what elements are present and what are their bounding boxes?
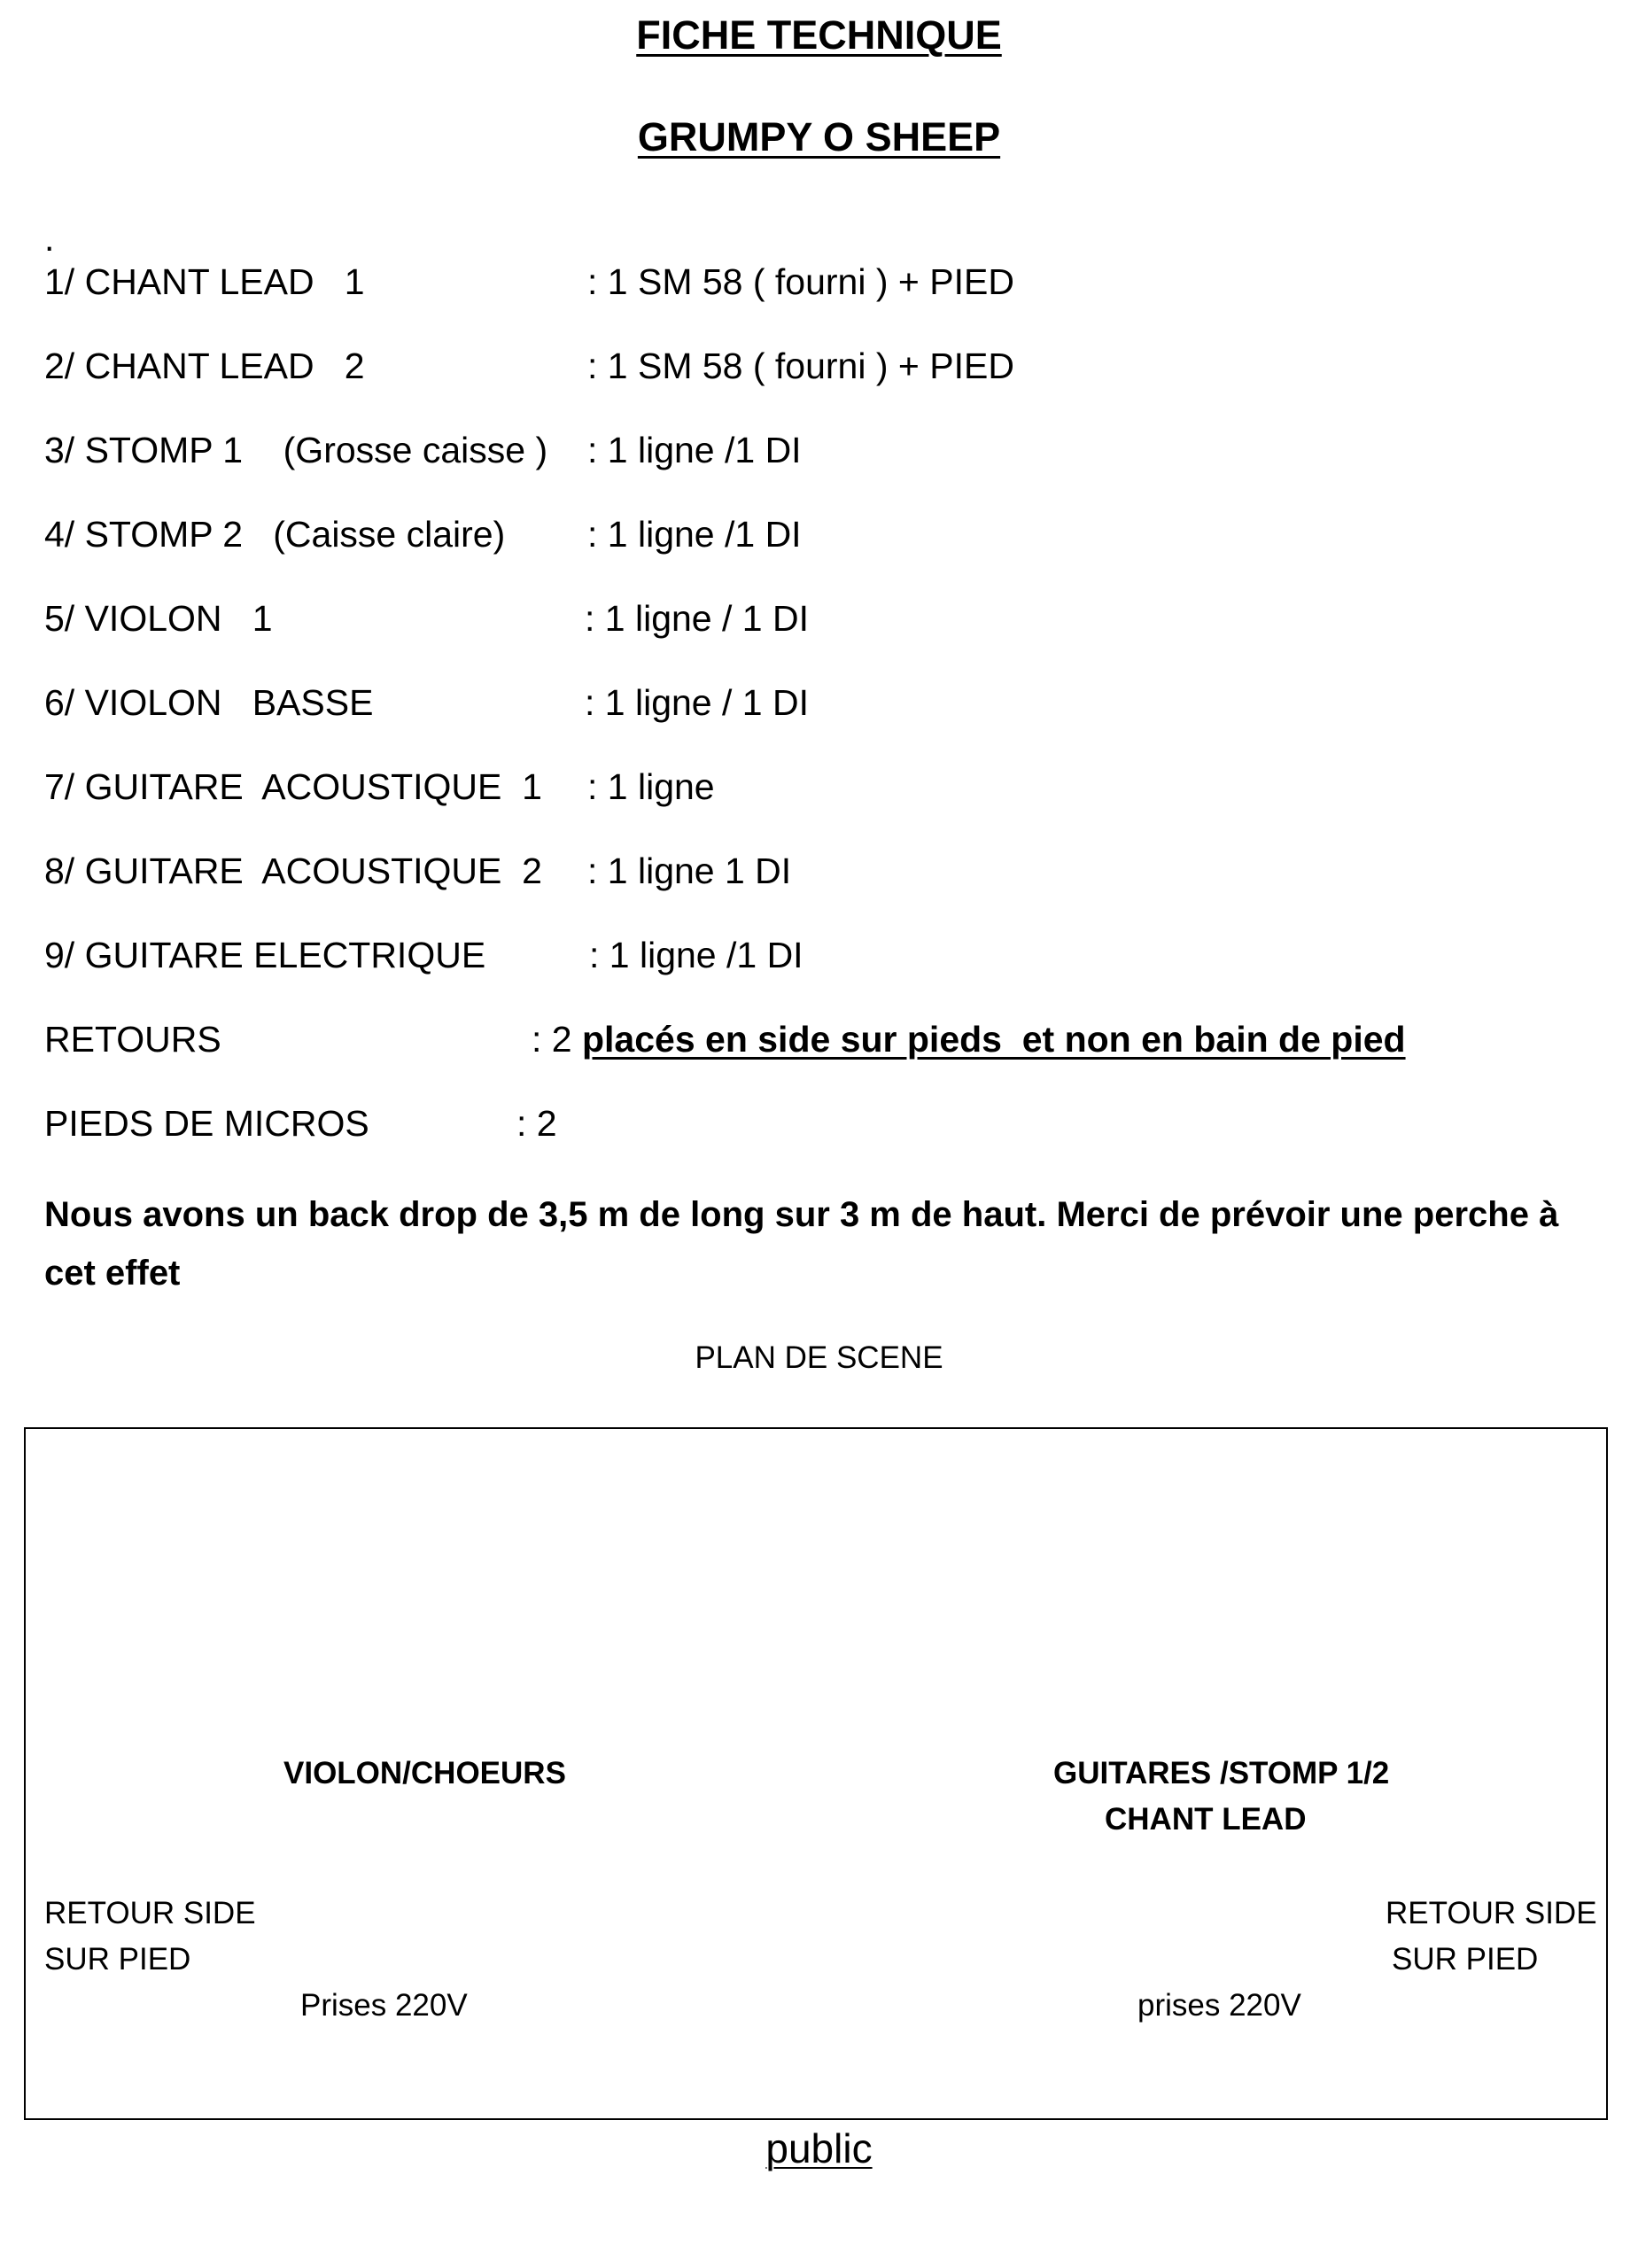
input-value: : 1 ligne / 1 DI bbox=[585, 682, 809, 723]
retours-value bbox=[532, 1019, 1406, 1060]
page-title: FICHE TECHNIQUE bbox=[636, 12, 1002, 58]
input-value: : 1 ligne / 1 DI bbox=[585, 598, 809, 639]
stage-zone-right-line1: GUITARES /STOMP 1/2 bbox=[1053, 1756, 1390, 1790]
stray-dot: . bbox=[44, 218, 55, 259]
input-value: : 1 ligne 1 DI bbox=[587, 850, 792, 891]
input-label: 8/ GUITARE ACOUSTIQUE 2 bbox=[44, 850, 542, 891]
stage-zone-left: VIOLON/CHOEURS bbox=[283, 1756, 566, 1790]
left-monitor-line2: SUR PIED bbox=[44, 1942, 191, 1977]
input-value: : 1 SM 58 ( fourni ) + PIED bbox=[587, 261, 1014, 302]
right-power-outlets: prises 220V bbox=[1137, 1988, 1301, 2023]
input-value: : 1 ligne /1 DI bbox=[587, 430, 802, 470]
mic-stands-value: : 2 bbox=[516, 1103, 557, 1144]
input-value: : 1 ligne /1 DI bbox=[589, 935, 803, 975]
input-label: 9/ GUITARE ELECTRIQUE bbox=[44, 935, 486, 975]
input-value: : 1 ligne bbox=[587, 766, 715, 807]
audience-label: public bbox=[765, 2125, 873, 2171]
retours-label: RETOURS bbox=[44, 1019, 221, 1060]
input-label: 4/ STOMP 2 (Caisse claire) bbox=[44, 514, 506, 555]
left-power-outlets: Prises 220V bbox=[300, 1988, 468, 2023]
stage-zone-right-line2: CHANT LEAD bbox=[1105, 1802, 1307, 1837]
backdrop-note: Nous avons un back drop de 3,5 m de long sur 3 m de haut. Merci de prévoir une perche à cet effet bbox=[44, 1195, 1559, 1293]
mic-stands-label: PIEDS DE MICROS bbox=[44, 1103, 369, 1144]
right-monitor-line2: SUR PIED bbox=[1392, 1942, 1539, 1977]
input-label: 5/ VIOLON 1 bbox=[44, 598, 273, 639]
retours-count: : 2 bbox=[532, 1019, 582, 1060]
left-monitor-line1: RETOUR SIDE bbox=[44, 1896, 256, 1930]
input-label: 7/ GUITARE ACOUSTIQUE 1 bbox=[44, 766, 542, 807]
input-label: 1/ CHANT LEAD 1 bbox=[44, 261, 365, 302]
band-name: GRUMPY O SHEEP bbox=[637, 114, 1001, 159]
stage-plan-title: PLAN DE SCENE bbox=[695, 1340, 943, 1375]
input-label: 6/ VIOLON BASSE bbox=[44, 682, 374, 723]
input-label: 2/ CHANT LEAD 2 bbox=[44, 346, 365, 386]
input-value: : 1 SM 58 ( fourni ) + PIED bbox=[587, 346, 1014, 386]
retours-placement-note: placés en side sur pieds et non en bain de pied bbox=[581, 1019, 1406, 1060]
input-value: : 1 ligne /1 DI bbox=[587, 514, 802, 555]
right-monitor-line1: RETOUR SIDE bbox=[1386, 1896, 1597, 1930]
input-label: 3/ STOMP 1 (Grosse caisse ) bbox=[44, 430, 548, 470]
